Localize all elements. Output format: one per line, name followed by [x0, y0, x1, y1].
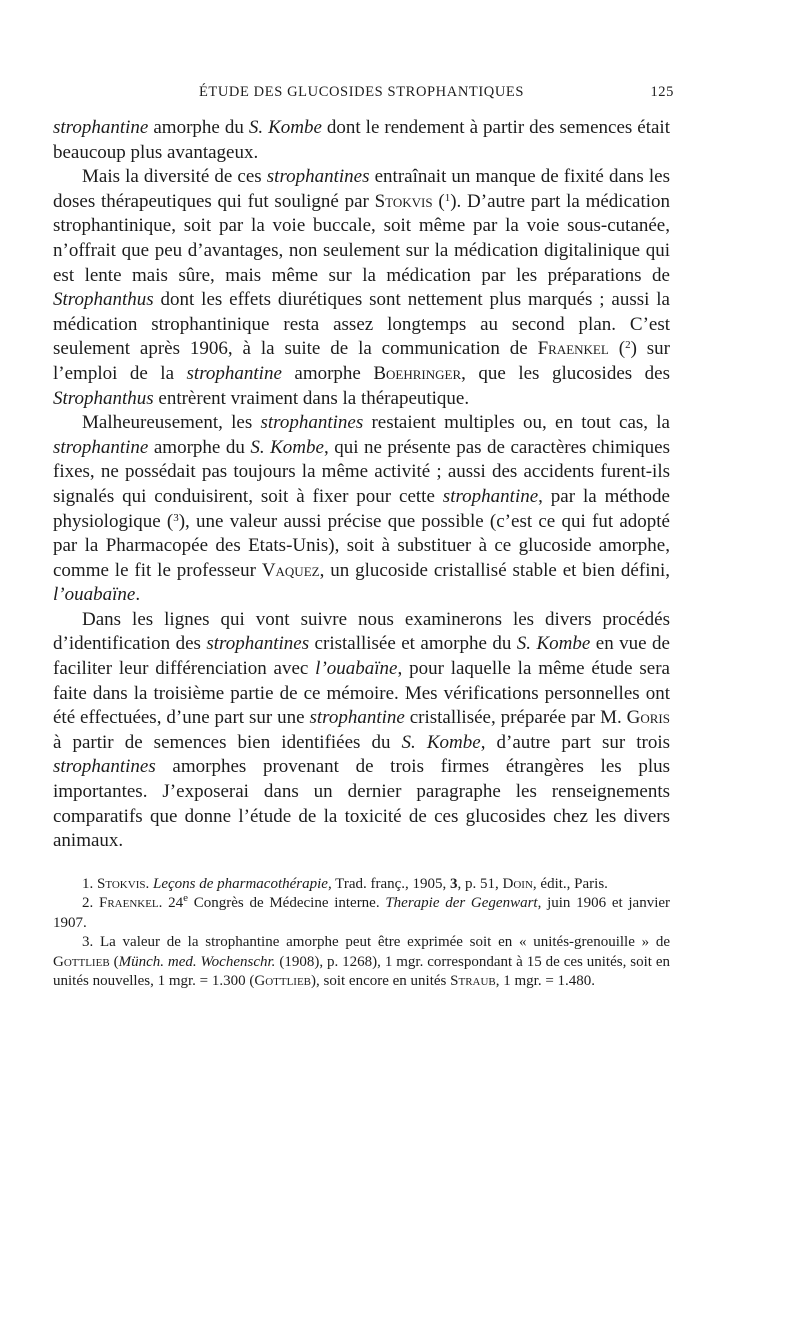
text-span: cristallisée et amorphe du	[309, 633, 517, 655]
text-span: Leçons de pharmacothérapie	[152, 875, 328, 892]
text-span: Münch. med. Wochenschr.	[118, 953, 276, 970]
text-span: amorphe du	[148, 436, 251, 458]
text-span: l’ouabaïne	[53, 584, 136, 606]
text-span: strophantine	[442, 485, 539, 507]
text-span: S. Kombe	[401, 731, 481, 753]
text-span: , pour laquelle la même étude sera faite dans la troisième partie de ce mémoire. Mes vérifications personnelles ont été effectuées, d’une part sur une	[53, 658, 670, 729]
text-span: .	[135, 584, 141, 606]
author-name: Gottlieb	[53, 953, 110, 970]
footnote-2	[53, 894, 670, 933]
text-span: amorphe	[281, 362, 374, 384]
text-span: strophantine	[186, 362, 282, 384]
footnote-ref: 3	[173, 511, 179, 524]
paragraph-2	[53, 165, 670, 411]
text-span: Congrès de Médecine interne.	[188, 895, 386, 912]
text-span: cristallisée, préparée par M.	[404, 707, 627, 729]
text-span: strophantine	[53, 436, 149, 458]
text-span: 3. La valeur de la strophantine amorphe peut être exprimée soit en « unités-grenouille » de	[82, 934, 670, 951]
text-span: ) sur l’emploi de la	[53, 338, 671, 384]
text-span: ), une valeur aussi précise que possible (c’est ce qui fut adopté par la Pharmacopée des Etats-Unis), soit à substituer à ce glucoside amorphe, comme le fit le professeur	[53, 510, 670, 581]
author-name: Straub	[450, 973, 496, 990]
text-span: , 1 mgr. = 1.480.	[495, 973, 596, 990]
ordinal-suffix: e	[183, 892, 189, 905]
footnote-3	[53, 933, 670, 992]
text-span: à partir de semences bien identifiées du	[53, 731, 402, 753]
footnotes	[53, 875, 670, 992]
text-span: 1.	[82, 875, 97, 892]
text-span: Mais la diversité de ces	[82, 166, 267, 188]
text-span: amorphes provenant de trois firmes étrangères les plus importantes. J’exposerai dans un dernier paragraphe les renseignements comparatifs que donne l’étude de la toxicité de ces glucosides chez les divers animaux.	[53, 756, 670, 852]
author-name: Vaquez	[261, 559, 320, 581]
paragraph-3	[53, 411, 670, 608]
body-text	[53, 116, 670, 854]
publisher-name: Doin	[502, 875, 533, 892]
running-header	[53, 84, 674, 108]
text-span: Strophanthus	[53, 387, 154, 409]
text-span: Strophanthus	[53, 289, 154, 311]
paragraph-1	[53, 116, 670, 165]
author-name: Gottlieb	[254, 973, 312, 990]
footnote-1	[53, 875, 670, 895]
text-span: strophantine	[309, 707, 405, 729]
running-title: ÉTUDE DES GLUCOSIDES STROPHANTIQUES	[198, 84, 525, 100]
text-span: , qui ne présente pas de caractères chimiques fixes, ne possédait pas toujours la même activité ; aussi des accidents furent-ils signalés qui conduisirent, soit à fixer pour cette	[53, 436, 671, 507]
footnote-ref: 1	[444, 191, 451, 204]
text-span: , juin 1906 et janvier 1907.	[53, 895, 671, 931]
text-span: dont les effets diurétiques sont nettement plus marqués ; aussi la médication strophantinique resta assez longtemps au second plan. C’est seulement après 1906, à la suite de la communication de	[53, 289, 670, 360]
text-span: l’ouabaïne	[315, 658, 398, 680]
author-name: Stokvis	[97, 875, 146, 892]
text-span: , édit., Paris.	[532, 875, 608, 892]
text-span: strophantine	[53, 117, 149, 138]
text-span: , p. 51,	[457, 875, 503, 892]
text-span: , que les glucosides des	[461, 362, 670, 384]
paragraph-4	[53, 608, 670, 854]
text-span: ). D’autre part la médication strophantinique, soit par la voie buccale, soit même par la voie sous-cutanée, n’offrait que peu d’avantages, non seulement sur la médication digitalinique qui est lente mais sûre, mais même sur la médication par les préparations de	[53, 190, 671, 286]
text-span: (	[608, 338, 626, 360]
text-span: , par la méthode physiologique (	[53, 485, 670, 532]
text-span: amorphe du	[148, 117, 249, 138]
text-span: (1908), p. 1268), 1 mgr. correspondant à 15 de ces unités, soit en unités nouvelles, 1 mgr. = 1.300 (	[53, 953, 671, 990]
text-span: , d’autre part sur trois	[480, 731, 670, 753]
book-page	[53, 84, 674, 992]
text-span: 2.	[82, 895, 99, 912]
text-span: Malheureusement, les	[82, 412, 261, 434]
text-span: , Trad. franç., 1905,	[327, 875, 451, 892]
text-span: .	[145, 875, 153, 892]
text-span: Dans les lignes qui vont suivre nous examinerons les divers procédés d’identification des	[53, 608, 670, 655]
text-span: 3	[450, 875, 458, 892]
text-span: strophantines	[266, 166, 370, 188]
text-span: ), soit encore en unités	[311, 973, 451, 990]
text-span: strophantines	[260, 412, 364, 434]
text-span: , un glucoside cristallisé stable et bien défini,	[319, 559, 670, 581]
author-name: Stokvis	[374, 190, 433, 212]
text-span: S. Kombe	[250, 436, 324, 458]
author-name: Fraenkel	[537, 338, 609, 360]
text-span: en vue de faciliter leur différenciation avec	[53, 633, 670, 680]
text-span: (	[432, 190, 445, 212]
page-number: 125	[650, 84, 674, 100]
text-span: S. Kombe	[248, 117, 322, 138]
text-span: restaient multiples ou, en tout cas, la	[363, 412, 670, 434]
text-span: strophantines	[206, 633, 310, 655]
author-name: Fraenkel	[98, 895, 159, 912]
text-span: S. Kombe	[516, 633, 591, 655]
text-span: strophantines	[53, 756, 156, 778]
text-span: dont le rendement à partir des semences était beaucoup plus avantageux.	[53, 117, 670, 163]
author-name: Goris	[626, 707, 670, 729]
text-span: (	[109, 953, 119, 970]
text-span: entrèrent vraiment dans la thérapeutique.	[153, 387, 470, 409]
author-name: Boehringer	[373, 362, 462, 384]
text-span: entraînait un manque de fixité dans les doses thérapeutiques qui fut souligné par	[53, 166, 670, 212]
text-span: . 24	[158, 895, 184, 912]
text-span: Therapie der Gegenwart	[385, 895, 538, 912]
footnote-ref: 2	[625, 339, 631, 352]
